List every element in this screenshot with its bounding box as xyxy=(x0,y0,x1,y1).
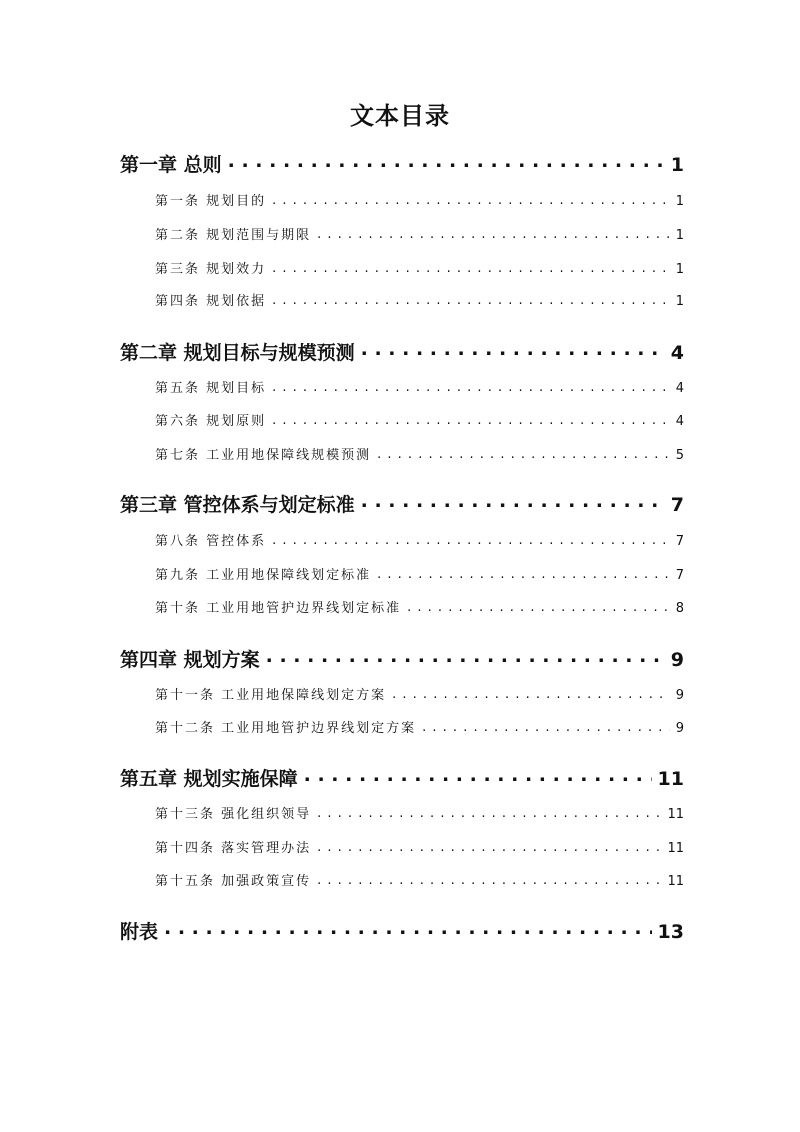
toc-article-entry[interactable] xyxy=(155,837,684,859)
toc-entry-page: 1 xyxy=(675,194,684,209)
toc-entry-page: 1 xyxy=(675,262,684,277)
toc-article-entry[interactable] xyxy=(155,530,684,552)
page-title: 文本目录 xyxy=(350,101,450,130)
toc-article-entry[interactable] xyxy=(155,597,684,619)
toc-article-entry[interactable] xyxy=(155,258,684,280)
dot-leader xyxy=(377,449,670,462)
dot-leader xyxy=(392,689,670,702)
dot-leader xyxy=(407,602,670,615)
dot-leader xyxy=(361,495,665,514)
dot-leader xyxy=(272,382,670,395)
toc-entry-label: 第一条 规划目的 xyxy=(155,194,267,209)
toc-article-entry[interactable] xyxy=(155,717,684,739)
toc-entry-page: 1 xyxy=(675,228,684,243)
toc-entry-label: 第七条 工业用地保障线规模预测 xyxy=(155,448,372,463)
toc-article-entry[interactable] xyxy=(155,410,684,432)
toc-entry-page: 1 xyxy=(670,154,684,176)
toc-article-entry[interactable] xyxy=(155,190,684,212)
toc-entry-label: 第十条 工业用地管护边界线划定标准 xyxy=(155,601,402,616)
toc-entry-label: 第八条 管控体系 xyxy=(155,534,267,549)
toc-entry-page: 7 xyxy=(675,568,684,583)
dot-leader xyxy=(266,650,665,669)
dot-leader xyxy=(164,922,652,941)
toc-entry-page: 9 xyxy=(675,688,684,703)
toc-entry-page: 7 xyxy=(670,494,684,516)
dot-leader xyxy=(377,569,670,582)
dot-leader xyxy=(361,343,665,362)
dot-leader xyxy=(272,195,670,208)
toc-entry-label: 第二条 规划范围与期限 xyxy=(155,228,312,243)
toc-entry-page: 11 xyxy=(667,807,684,822)
toc-entry-label: 第四条 规划依据 xyxy=(155,294,267,309)
toc-entry-page: 4 xyxy=(670,342,684,364)
toc-entry-label: 第四章 规划方案 xyxy=(120,649,260,671)
toc-entry-page: 1 xyxy=(675,294,684,309)
toc-chapter-entry[interactable] xyxy=(120,917,684,945)
toc-chapter-entry[interactable] xyxy=(120,150,684,178)
toc-entry-page: 11 xyxy=(657,768,684,790)
toc-entry-page: 9 xyxy=(675,721,684,736)
toc-entry-page: 11 xyxy=(667,874,684,889)
toc-entry-label: 第五章 规划实施保障 xyxy=(120,768,298,790)
toc-entry-label: 第二章 规划目标与规模预测 xyxy=(120,342,355,364)
toc-chapter-entry[interactable] xyxy=(120,490,684,518)
toc-entry-label: 第六条 规划原则 xyxy=(155,414,267,429)
toc-article-entry[interactable] xyxy=(155,377,684,399)
toc-chapter-entry[interactable] xyxy=(120,645,684,673)
toc-article-entry[interactable] xyxy=(155,803,684,825)
toc-entry-label: 第十一条 工业用地保障线划定方案 xyxy=(155,688,387,703)
toc-entry-page: 9 xyxy=(670,649,684,671)
toc-entry-label: 第十二条 工业用地管护边界线划定方案 xyxy=(155,721,417,736)
toc-entry-label: 第九条 工业用地保障线划定标准 xyxy=(155,568,372,583)
toc-entry-page: 11 xyxy=(667,841,684,856)
toc-entry-label: 第五条 规划目标 xyxy=(155,381,267,396)
toc-entry-label: 第十三条 强化组织领导 xyxy=(155,807,312,822)
toc-article-entry[interactable] xyxy=(155,444,684,466)
dot-leader xyxy=(272,295,670,308)
dot-leader xyxy=(272,263,670,276)
dot-leader xyxy=(317,875,661,888)
toc-chapter-entry[interactable] xyxy=(120,764,684,792)
toc-entry-page: 8 xyxy=(675,601,684,616)
toc-article-entry[interactable] xyxy=(155,870,684,892)
toc-entry-page: 5 xyxy=(675,448,684,463)
toc-entry-label: 第十四条 落实管理办法 xyxy=(155,841,312,856)
toc-article-entry[interactable] xyxy=(155,684,684,706)
toc-entry-label: 第三章 管控体系与划定标准 xyxy=(120,494,355,516)
toc-article-entry[interactable] xyxy=(155,290,684,312)
dot-leader xyxy=(304,769,652,788)
toc-entry-label: 第三条 规划效力 xyxy=(155,262,267,277)
dot-leader xyxy=(272,535,670,548)
toc-article-entry[interactable] xyxy=(155,564,684,586)
dot-leader xyxy=(228,155,665,174)
dot-leader xyxy=(317,229,670,242)
toc-entry-label: 第一章 总则 xyxy=(120,154,222,176)
toc-entry-page: 13 xyxy=(657,921,684,943)
toc-entry-page: 4 xyxy=(675,414,684,429)
toc-entry-page: 4 xyxy=(675,381,684,396)
toc-entry-label: 附表 xyxy=(120,921,159,943)
dot-leader xyxy=(422,722,670,735)
toc-chapter-entry[interactable] xyxy=(120,338,684,366)
toc-article-entry[interactable] xyxy=(155,224,684,246)
toc-entry-label: 第十五条 加强政策宣传 xyxy=(155,874,312,889)
toc-entry-page: 7 xyxy=(675,534,684,549)
dot-leader xyxy=(272,415,670,428)
dot-leader xyxy=(317,842,661,855)
dot-leader xyxy=(317,808,661,821)
